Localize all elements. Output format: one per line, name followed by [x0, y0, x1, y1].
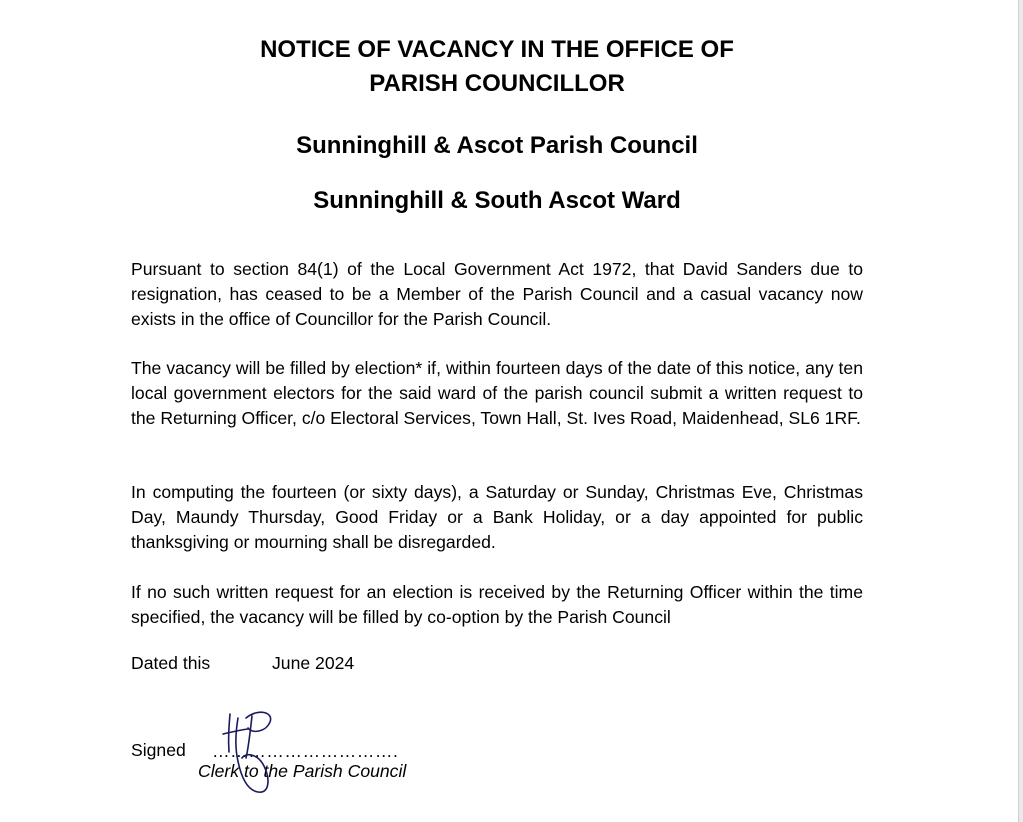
- signatory-role: Clerk to the Parish Council: [198, 761, 407, 781]
- notice-title: [0, 33, 994, 101]
- dated-value: June 2024: [272, 653, 355, 673]
- signature-line: ………………………….: [212, 741, 399, 761]
- signed-label: Signed: [131, 740, 186, 760]
- council-name: Sunninghill & Ascot Parish Council: [296, 132, 698, 159]
- title-line-2: PARISH COUNCILLOR: [369, 70, 625, 97]
- handwritten-signature: [218, 704, 280, 800]
- viewer-scroll-edge: [1018, 0, 1023, 822]
- paragraph-co-option: If no such written request for an election is received by the Returning Officer within the time specified, the vacancy will be filled by co-option by the Parish Council: [131, 582, 863, 627]
- paragraph-election: The vacancy will be filled by election* if, within fourteen days of the date of this notice, any ten local government electors for the said ward of the parish council submit a written request to the Returning Officer, c/o Electoral Services, Town Hall, St. Ives Road, Maidenhead, SL6 1RF.: [131, 358, 863, 428]
- dated-label: Dated this: [131, 653, 211, 673]
- paragraph-vacancy: Pursuant to section 84(1) of the Local Government Act 1972, that David Sanders due to resignation, has ceased to be a Member of the Parish Council and a casual vacancy now exists in the office of Councillor for the Parish Council.: [131, 259, 863, 329]
- dated-line: [131, 651, 354, 676]
- ward-name: Sunninghill & South Ascot Ward: [313, 187, 681, 214]
- title-line-1: NOTICE OF VACANCY IN THE OFFICE OF: [260, 36, 734, 63]
- paragraph-computing-days: In computing the fourteen (or sixty days), a Saturday or Sunday, Christmas Eve, Christmas Day, Maundy Thursday, Good Friday or a Bank Holiday, or a day appointed for public thanksgiving or mourning shall be disregarded.: [131, 482, 863, 552]
